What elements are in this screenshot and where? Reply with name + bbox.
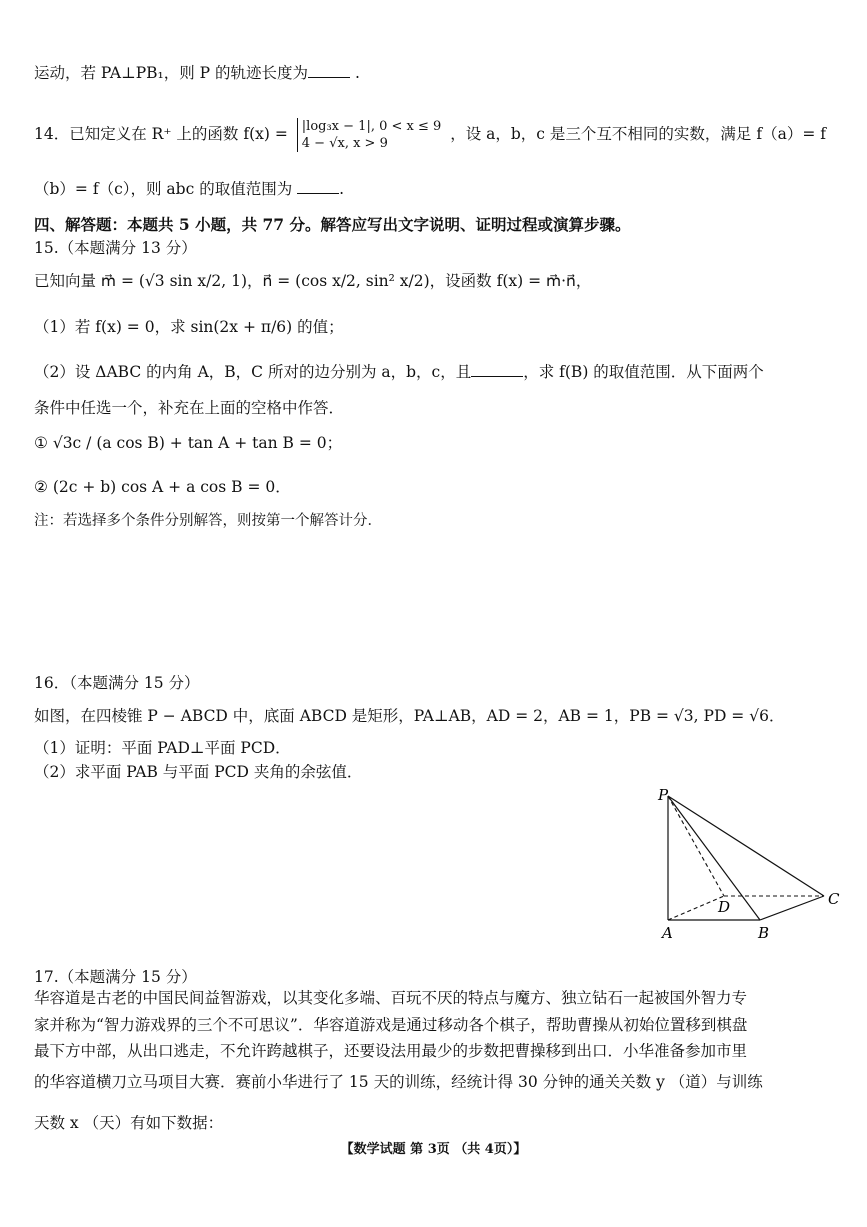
q16-heading: 16．（本题满分 15 分） [34, 674, 200, 692]
q17-line-4: 的华容道横刀立马项目大赛．赛前小华进行了 15 天的训练，经统计得 30 分钟的通关关数 y （道）与训练 [34, 1073, 763, 1091]
q15-given: 已知向量 m⃗ = (√3 sin x/2, 1)，n⃗ = (cos x/2, sin² x/2)，设函数 f(x) = m⃗·n⃗， [34, 272, 592, 290]
q15-note: 注：若选择多个条件分别解答，则按第一个解答计分． [34, 513, 382, 529]
q17-line-2: 家并称为“智力游戏界的三个不可思议”．华容道游戏是通过移动各个棋子，帮助曹操从初始位置移到棋盘 [34, 1016, 748, 1034]
q16-given: 如图，在四棱锥 P − ABCD 中，底面 ABCD 是矩形，PA⊥AB，AD = 2，AB = 1，PB = √3, PD = √6． [34, 707, 785, 725]
edge-AD [668, 896, 724, 920]
answer-blank [471, 362, 523, 377]
label-P: P [658, 786, 669, 804]
edge-BC [760, 896, 824, 920]
edge-PC [668, 796, 824, 896]
q15-heading: 15.（本题满分 13 分） [34, 239, 197, 257]
q17-line-1: 华容道是古老的中国民间益智游戏，以其变化多端、百玩不厌的特点与魔方、独立钻石一起被国外智力专 [34, 989, 748, 1007]
q14-line2: （b）= f（c），则 abc 的取值范围为 . [34, 180, 345, 198]
piecewise-function: |log₃x − 1|, 0 < x ≤ 9 4 − √x, x > 9 [297, 118, 442, 152]
q15-condition-1: ① √3c / (a cos B) + tan A + tan B = 0； [34, 434, 343, 452]
q17-line-5: 天数 x （天）有如下数据： [34, 1114, 224, 1132]
q16-part1: （1）证明：平面 PAD⊥平面 PCD． [34, 739, 291, 757]
q15-part1: （1）若 f(x) = 0，求 sin(2x + π/6) 的值； [34, 318, 344, 336]
label-D: D [718, 898, 731, 916]
q15-part2: （2）设 ΔABC 的内角 A，B，C 所对的边分别为 a，b，c，且 ，求 f(B) 的取值范围．从下面两个 [34, 363, 764, 381]
q17-line-3: 最下方中部，从出口逃走，不允许跨越棋子，还要设法用最少的步数把曹操移到出口．小华准备参加市里 [34, 1042, 748, 1060]
q16-part2: （2）求平面 PAB 与平面 PCD 夹角的余弦值． [34, 763, 363, 781]
q15-condition-2: ② (2c + b) cos A + a cos B = 0． [34, 478, 291, 496]
q15-part2-cont: 条件中任选一个，补充在上面的空格中作答． [34, 399, 345, 417]
pyramid-figure [650, 782, 850, 942]
label-B: B [758, 924, 770, 942]
q17-heading: 17.（本题满分 15 分） [34, 968, 197, 986]
page-footer: 【数学试题 第 3页 （共 4页）】 [340, 1142, 527, 1157]
label-C: C [828, 890, 840, 908]
answer-blank [308, 63, 350, 78]
q14-text: 14．已知定义在 R⁺ 上的函数 f(x) = |log₃x − 1|, 0 < x ≤ 9 4 − √x, x > 9 ，设 a，b，c 是三个互不相同的实数，满足 f（a）= f [34, 119, 826, 151]
section-heading: 四、解答题：本题共 5 小题，共 77 分。解答应写出文字说明、证明过程或演算步骤。 [34, 215, 631, 234]
q13-text: 运动，若 PA⊥PB₁，则 P 的轨迹长度为 . [34, 64, 360, 82]
edge-PB [668, 796, 760, 920]
label-A: A [662, 924, 673, 942]
answer-blank [297, 179, 339, 194]
edge-PD [668, 796, 724, 896]
